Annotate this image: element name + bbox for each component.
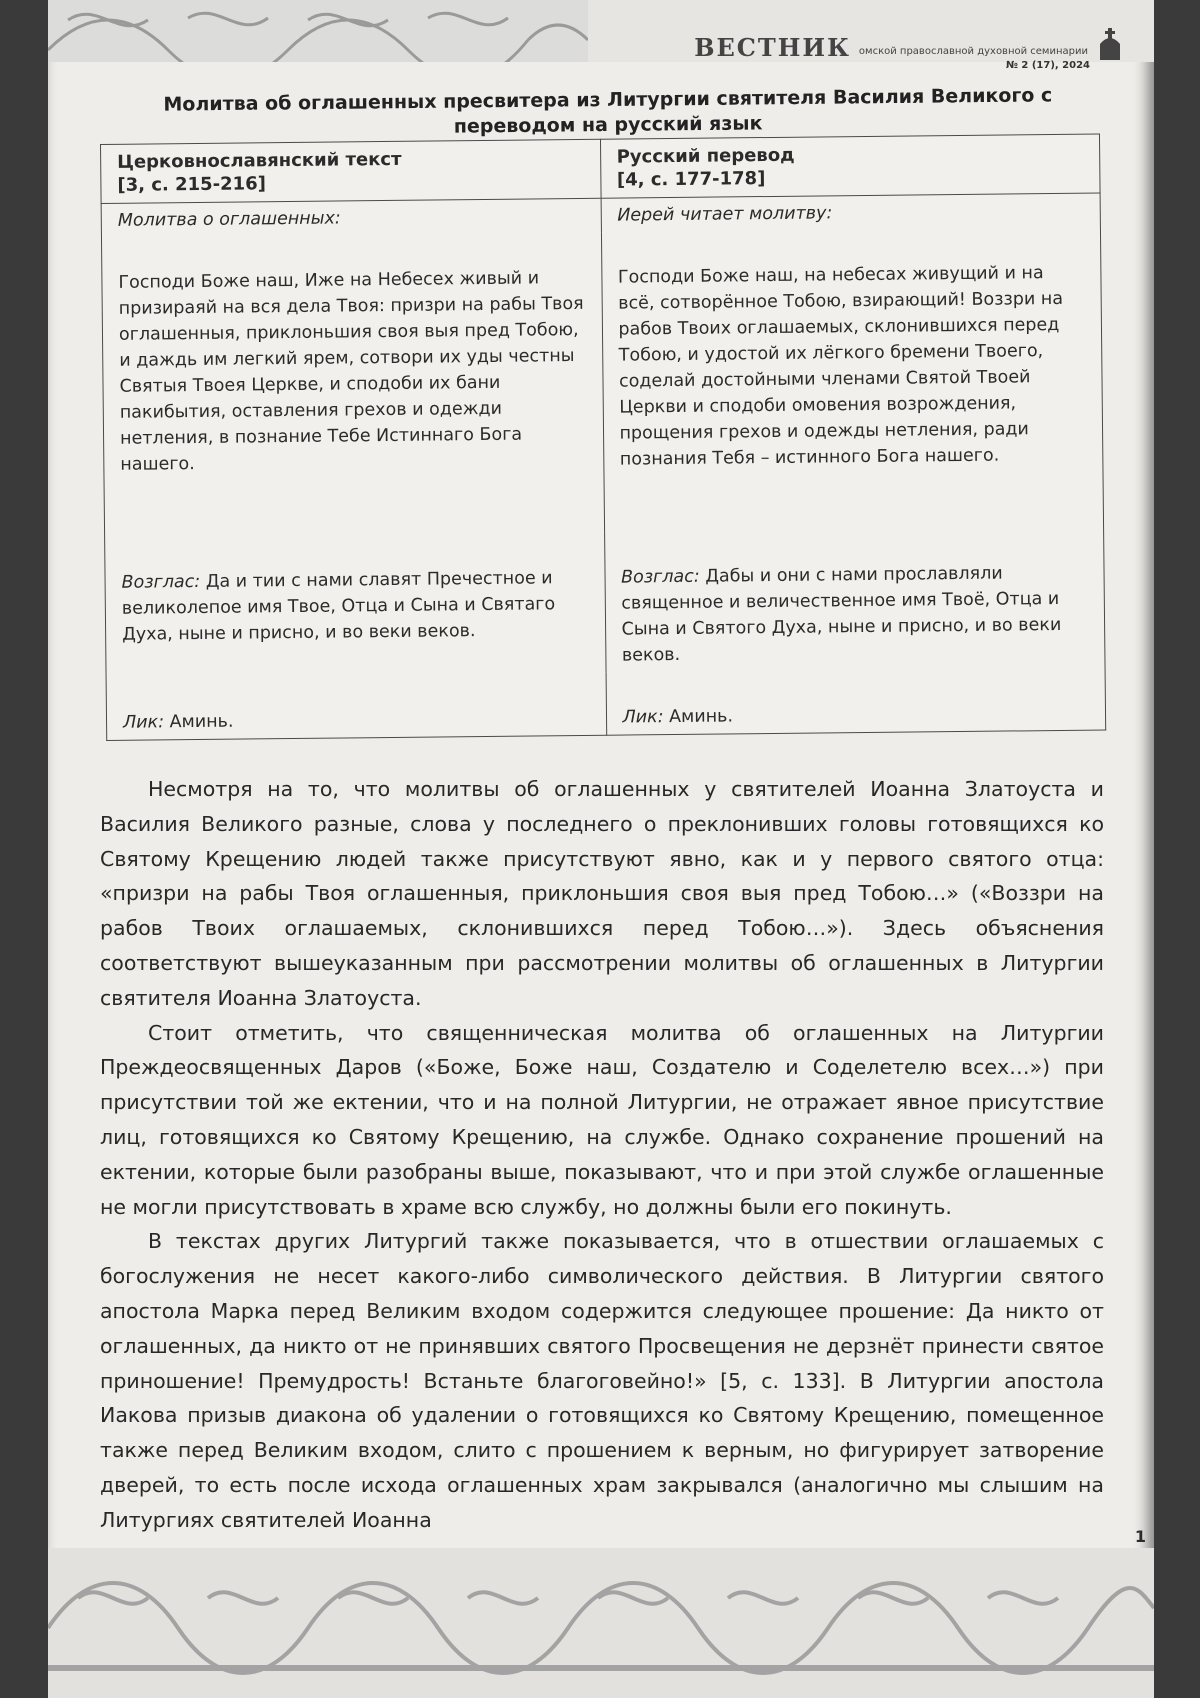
journal-subtitle: омской православной духовной семинарии (859, 46, 1088, 62)
col1-choir: Аминь. (164, 712, 234, 733)
prayer-table (100, 134, 1106, 741)
page-number: 1 (1135, 1527, 1146, 1546)
col2-header-ref: [4, с. 177-178] (617, 168, 766, 191)
bottom-ornament (48, 1508, 1154, 1698)
col1-prayer: Господи Боже наш, Иже на Небесех живый и призираяй на вся дела Твоя: призри на рабы Твоя оглашенныя, приклоньшия своя выя пред Тобою, и даждь им легкий ярем, сотвори их уды честны Святыя Твоея Церкве, и сподоби их бани пакибытия, оставления грехов и одежди нетления, в познание Тебе Истиннаго Бога нашего. (118, 268, 583, 474)
church-logo-icon (1096, 28, 1124, 62)
col2-header-title: Русский перевод (617, 145, 795, 168)
col1-header-title: Церковнославянский текст (117, 149, 402, 173)
table-prayer-row (101, 228, 1103, 538)
col1-choir-label: Лик: (123, 712, 164, 732)
paragraph-1: Несмотря на то, что молитвы об оглашенных у святителей Иоанна Златоуста и Василия Великого разные, слова у последнего о преклонивших головы готовящихся ко Святому Крещению людей также присутствуют явно, как и у первого святого отца: «призри на рабы Твоя оглашенныя, приклоньшия своя выя пред Тобою…» («Воззри на рабов Твоих оглашаемых, склонившихся перед Тобою…»). Здесь объяснения соответствуют вышеуказанным при рассмотрении молитвы об оглашенных в Литургии святителя Иоанна Златоуста. (100, 772, 1104, 1016)
body-text (100, 772, 1104, 1538)
col2-exclaim: Дабы и они с нами прославляли священное и величественное имя Твоё, Отца и Сына и Святого Духа, ныне и присно, и во веки веков. (621, 564, 1061, 666)
col2-note: Иерей читает молитву: (601, 193, 1101, 233)
page (48, 0, 1154, 1698)
col1-exclaim-label: Возглас: (121, 572, 200, 593)
issue-number: № 2 (17), 2024 (1006, 60, 1090, 71)
paragraph-2: Стоит отметить, что священническая молитва об оглашенных на Литургии Преждеосвященных Даров («Боже, Боже наш, Создателю и Соделетелю всех…») при присутствии той же ектении, что и на полной Литургии, не отражает явное присутствие лиц, готовящихся ко Святому Крещению, на службе. Однако сохранение прошений на ектении, которые были разобраны выше, показывают, что и при этой службе оглашенные не могли присутствовать в храме всю службу, но должны были его покинуть. (100, 1016, 1104, 1225)
col2-header (600, 134, 1100, 198)
col2-prayer: Господи Боже наш, на небесах живущий и на всё, сотворённое Тобою, взирающий! Воззри на рабов Твоих оглашаемых, склонившихся перед Тобою, и удостой их лёгкого бремени Твоего, соделай достойными членами Святой Твоей Церкви и сподоби омовения возрождения, прощения грехов и одежды нетления, ради познания Тебя – истинного Бога нашего. (618, 263, 1063, 469)
table-header-row (101, 134, 1101, 203)
col2-choir: Аминь. (663, 706, 733, 727)
col2-exclaim-label: Возглас: (621, 567, 700, 588)
col1-exclaim: Да и тии с нами славят Пречестное и великолепое имя Твое, Отца и Сына и Святаго Духа, ныне и присно, и во веки веков. (122, 568, 555, 645)
table-choir-row (106, 668, 1106, 741)
col1-header (101, 139, 601, 203)
col2-choir-label: Лик: (622, 707, 663, 727)
paragraph-3: В текстах других Литургий также показывается, что в отшествии оглашаемых с богослужения не несет какого-либо символического действия. В Литургии святого апостола Марка перед Великим входом содержится следующее прошение: Да никто от оглашенных, да никто от не принявших святого Просвещения не дерзнёт принести святое приношение! Премудрость! Встаньте благоговейно!» [5, с. 133]. В Литургии апостола Иакова призыв диакона об удалении о готовящихся ко Святому Крещению, помещенное также перед Великим входом, слито с прошением к верным, но фигурирует затворение дверей, то есть после исхода оглашенных храм закрывался (аналогично мы слышим на Литургиях святителей Иоанна (100, 1224, 1104, 1537)
journal-title: ВЕСТНИК (694, 33, 851, 62)
table-exclaim-row (105, 528, 1105, 678)
col1-note: Молитва о оглашенных: (101, 198, 601, 238)
table-heading: Молитва об оглашенных пресвитера из Литургии святителя Василия Великого с переводом на русский язык (128, 83, 1088, 143)
col1-header-ref: [3, с. 215-216] (117, 173, 266, 196)
journal-header (694, 18, 1124, 62)
